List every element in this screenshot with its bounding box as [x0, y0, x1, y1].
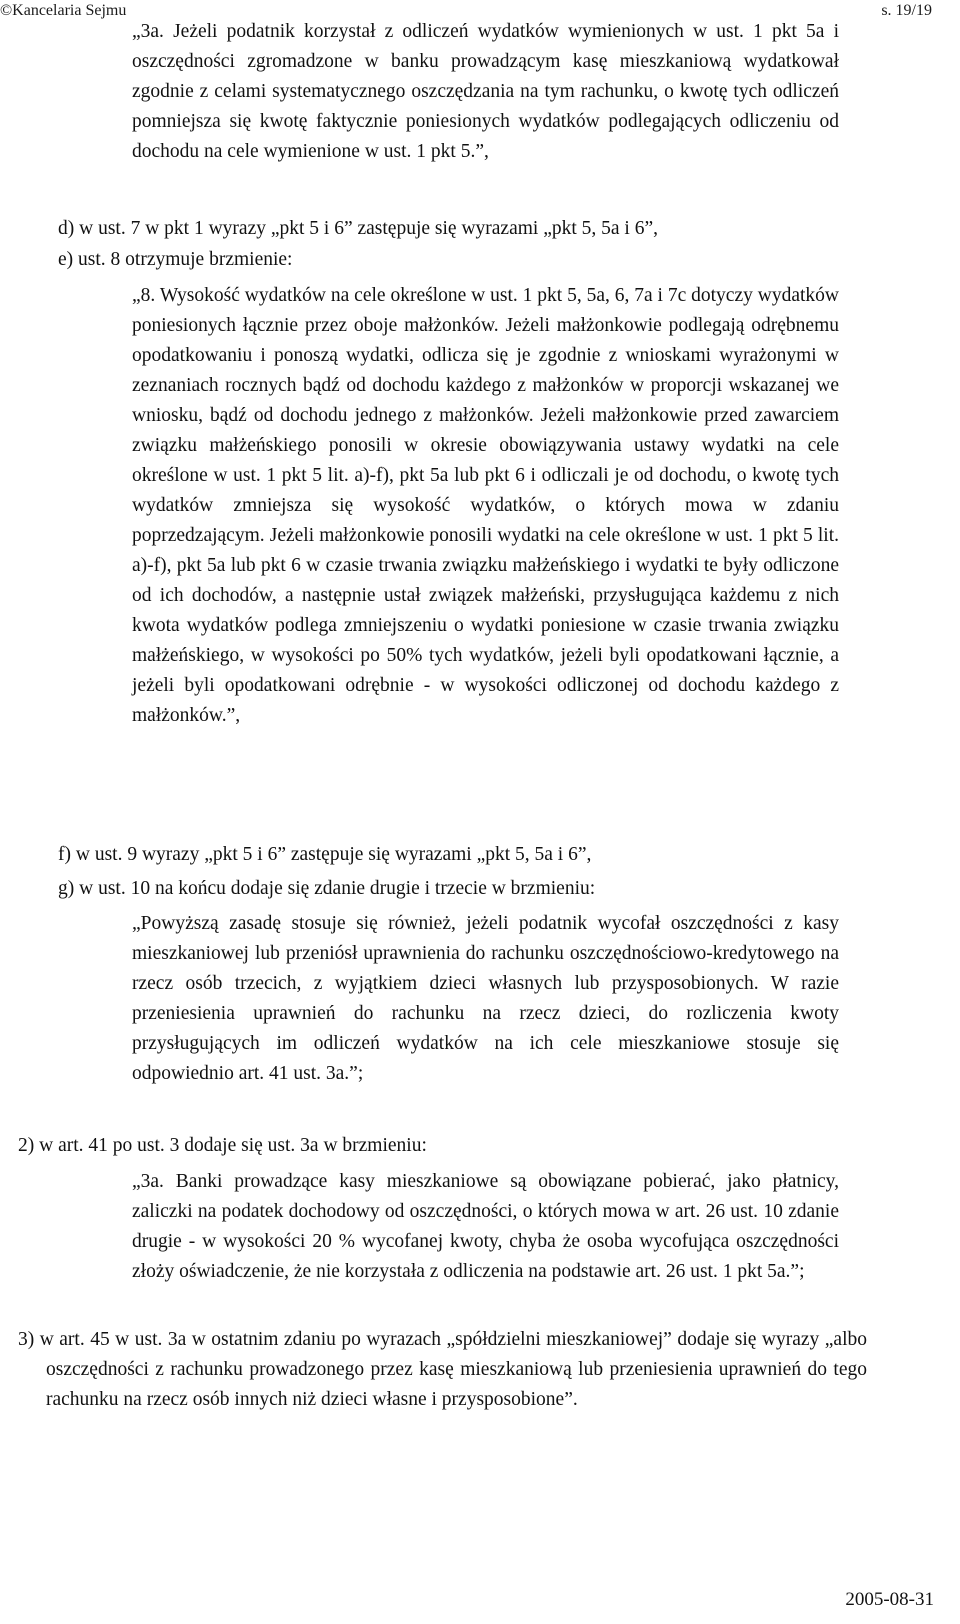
item-3: 3) w art. 45 w ust. 3a w ostatnim zdaniu po wyrazach „spółdzielni mieszkaniowej” dodaje się wyrazy „albo oszczędności z rachunku prowadzonego przez kasę mieszkaniową lub przeniesienia uprawnień do tego rachunku na rzecz osób innych niż dzieci własne i przysposobione”.: [18, 1329, 867, 1410]
item-g: g) w ust. 10 na końcu dodaje się zdanie drugie i trzecie w brzmieniu:: [58, 878, 596, 899]
paragraph-g-quote: „Powyższą zasadę stosuje się również, jeżeli podatnik wycofał oszczędności z kasy mieszkaniowej lub przeniósł uprawnienia do rachunku oszczędnościowo-kredytowego na rzecz osób trzecich, z wyjątkiem dzieci własnych lub przysposobionych. W razie przeniesienia uprawnień do rachunku na rzecz dzieci, do rozliczenia kwoty przysługujących im odliczeń wydatków na ich cele mieszkaniowe stosuje się odpowiednio art. 41 ust. 3a.”;: [132, 913, 839, 1084]
item-d: d) w ust. 7 w pkt 1 wyrazy „pkt 5 i 6” zastępuje się wyrazami „pkt 5, 5a i 6”,: [58, 218, 658, 239]
item-e: e) ust. 8 otrzymuje brzmienie:: [58, 249, 293, 270]
paragraph-item2-quote: „3a. Banki prowadzące kasy mieszkaniowe są obowiązane pobierać, jako płatnicy, zaliczki na podatek dochodowy od oszczędności, o których mowa w art. 26 ust. 10 zdanie drugie - w wysokości 20 % wycofanej kwoty, chyba że osoba wycofująca oszczędności złoży oświadczenie, że nie korzystała z odliczenia na podstawie art. 26 ust. 1 pkt 5a.”;: [132, 1171, 839, 1282]
page-number: s. 19/19: [881, 2, 932, 19]
footer-date: 2005-08-31: [845, 1589, 934, 1610]
paragraph-3a-quote: „3a. Jeżeli podatnik korzystał z odliczeń wydatków wymienionych w ust. 1 pkt 5a i oszczędności zgromadzone w banku prowadzącym kasę mieszkaniową wydatkował zgodnie z celami systematycznego oszczędzania na tym rachunku, o kwotę tych odliczeń pomniejsza się kwotę faktycznie poniesionych wydatków podlegających odliczeniu od dochodu na cele wymienione w ust. 1 pkt 5.”,: [132, 21, 839, 162]
header-source: ©Kancelaria Sejmu: [0, 2, 127, 19]
item-f: f) w ust. 9 wyrazy „pkt 5 i 6” zastępuje się wyrazami „pkt 5, 5a i 6”,: [58, 844, 592, 865]
item-2: 2) w art. 41 po ust. 3 dodaje się ust. 3a w brzmieniu:: [18, 1135, 427, 1156]
paragraph-8-quote: „8. Wysokość wydatków na cele określone w ust. 1 pkt 5, 5a, 6, 7a i 7c dotyczy wydatków poniesionych łącznie przez oboje małżonków. Jeżeli małżonkowie podlegają odrębnemu opodatkowaniu i ponoszą wydatki, odlicza się je zgodnie z wnioskami wyrażonymi w zeznaniach rocznych bądź od dochodu każdego z małżonków w proporcji wskazanej we wniosku, bądź od dochodu jednego z małżonków. Jeżeli małżonkowie przed zawarciem związku małżeńskiego ponosili w okresie obowiązywania ustawy wydatki na cele określone w ust. 1 pkt 5 lit. a)-f), pkt 5a lub pkt 6 i odliczali je od dochodu, o kwotę tych wydatków zmniejsza się wysokość wydatków, o których mowa w zdaniu poprzedzającym. Jeżeli małżonkowie ponosili wydatki na cele określone w ust. 1 pkt 5 lit. a)-f), pkt 5a lub pkt 6 w czasie trwania związku małżeńskiego i wydatki te były odliczone od ich dochodów, a następnie ustał związek małżeński, przysługująca każdemu z nich kwota wydatków podlega zmniejszeniu o wydatki poniesione w czasie trwania związku małżeńskiego, w wysokości po 50% tych wydatków, jeżeli byli opodatkowani łącznie, a jeżeli byli opodatkowani odrębnie - w wysokości odliczonej od dochodu każdego z małżonków.”,: [132, 285, 839, 726]
